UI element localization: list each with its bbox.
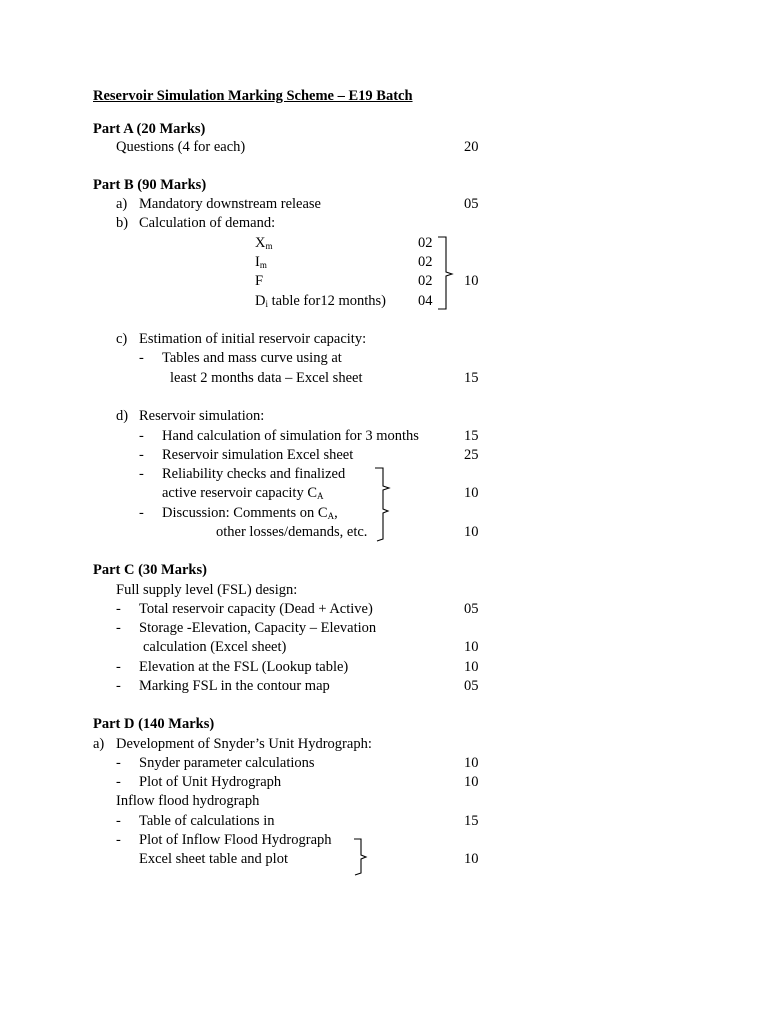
part-d-item1: Snyder parameter calculations — [139, 755, 315, 771]
part-c-dash3: - — [116, 659, 121, 675]
demand-im: $I_m$ — [255, 254, 267, 270]
part-b-d-label: d) — [116, 408, 129, 424]
part-b-d-item2-marks: 25 — [464, 447, 479, 463]
part-b-c-line1: Tables and mass curve using at — [162, 350, 342, 366]
part-b-c-dash: - — [139, 350, 144, 366]
part-b-b-label: b) — [116, 215, 129, 231]
part-c-intro: Full supply level (FSL) design: — [116, 582, 298, 598]
part-b-d-item1-marks: 15 — [464, 428, 479, 444]
part-b-a-text: Mandatory downstream release — [139, 196, 321, 212]
part-b-d-item2: Reservoir simulation Excel sheet — [162, 447, 354, 463]
hydrograph-brace — [354, 838, 374, 878]
part-b-b-text: Calculation of demand: — [139, 215, 276, 231]
part-b-d-item3-line2: active reservoir capacity $C_A$ — [162, 485, 324, 501]
part-c-item2-marks: 10 — [464, 639, 479, 655]
part-d-dash3: - — [116, 813, 121, 829]
demand-f: F — [255, 273, 264, 289]
part-b-d-item4-line1: Discussion: Comments on $C_A$, — [162, 505, 338, 521]
part-b-d-item3-marks: 10 — [464, 485, 479, 501]
demand-di-marks: 04 — [418, 293, 433, 309]
part-c-item2-line1: Storage -Elevation, Capacity – Elevation — [139, 620, 377, 636]
part-b-c-marks: 15 — [464, 370, 479, 386]
part-b-d-dash1: - — [139, 428, 144, 444]
part-b-c-label: c) — [116, 331, 128, 347]
demand-di: $D_i$ table for12 months) — [255, 293, 386, 309]
demand-xm-marks: 02 — [418, 235, 433, 251]
part-d-item3: Table of calculations in — [139, 813, 275, 829]
demand-xm: $X_m$ — [255, 235, 273, 251]
part-d-a-text: Development of Snyder’s Unit Hydrograph: — [116, 736, 372, 752]
part-c-dash2: - — [116, 620, 121, 636]
part-c-item1: Total reservoir capacity (Dead + Active) — [139, 601, 373, 617]
part-c-item3-marks: 10 — [464, 659, 479, 675]
part-b-d-item4-line2: other losses/demands, etc. — [216, 524, 368, 540]
part-a-questions: Questions (4 for each) — [116, 139, 246, 155]
part-d-item3-marks: 15 — [464, 813, 479, 829]
part-b-c-line2: least 2 months data – Excel sheet — [170, 370, 363, 386]
part-a-heading: Part A (20 Marks) — [93, 121, 206, 137]
part-b-a-marks: 05 — [464, 196, 479, 212]
part-d-item4-line1: Plot of Inflow Flood Hydrograph — [139, 832, 332, 848]
part-d-dash2: - — [116, 774, 121, 790]
part-c-item1-marks: 05 — [464, 601, 479, 617]
part-c-item2-line2: calculation (Excel sheet) — [143, 639, 287, 655]
part-d-inflow: Inflow flood hydrograph — [116, 793, 260, 809]
demand-f-marks: 02 — [418, 273, 433, 289]
document-title: Reservoir Simulation Marking Scheme – E19 Batch — [93, 88, 413, 104]
demand-total-marks: 10 — [464, 273, 479, 289]
part-b-d-text: Reservoir simulation: — [139, 408, 265, 424]
part-d-dash1: - — [116, 755, 121, 771]
reliability-brace — [375, 467, 395, 543]
part-d-heading: Part D (140 Marks) — [93, 716, 215, 732]
part-b-d-item1: Hand calculation of simulation for 3 months — [162, 428, 419, 444]
demand-im-marks: 02 — [418, 254, 433, 270]
part-c-item3: Elevation at the FSL (Lookup table) — [139, 659, 349, 675]
part-d-item2-marks: 10 — [464, 774, 479, 790]
part-d-item1-marks: 10 — [464, 755, 479, 771]
part-d-item4-line2: Excel sheet table and plot — [139, 851, 288, 867]
part-c-heading: Part C (30 Marks) — [93, 562, 207, 578]
part-b-c-text: Estimation of initial reservoir capacity: — [139, 331, 367, 347]
part-b-d-dash4: - — [139, 505, 144, 521]
part-b-d-dash2: - — [139, 447, 144, 463]
part-b-d-item4-marks: 10 — [464, 524, 479, 540]
part-b-d-dash3: - — [139, 466, 144, 482]
part-d-item2: Plot of Unit Hydrograph — [139, 774, 282, 790]
part-d-item4-marks: 10 — [464, 851, 479, 867]
demand-brace — [438, 236, 462, 312]
part-c-dash1: - — [116, 601, 121, 617]
part-c-item4-marks: 05 — [464, 678, 479, 694]
part-b-d-item3-line1: Reliability checks and finalized — [162, 466, 346, 482]
part-b-heading: Part B (90 Marks) — [93, 177, 207, 193]
part-d-dash4: - — [116, 832, 121, 848]
part-c-item4: Marking FSL in the contour map — [139, 678, 330, 694]
part-c-dash4: - — [116, 678, 121, 694]
part-d-a-label: a) — [93, 736, 105, 752]
part-b-a-label: a) — [116, 196, 128, 212]
part-a-questions-marks: 20 — [464, 139, 479, 155]
